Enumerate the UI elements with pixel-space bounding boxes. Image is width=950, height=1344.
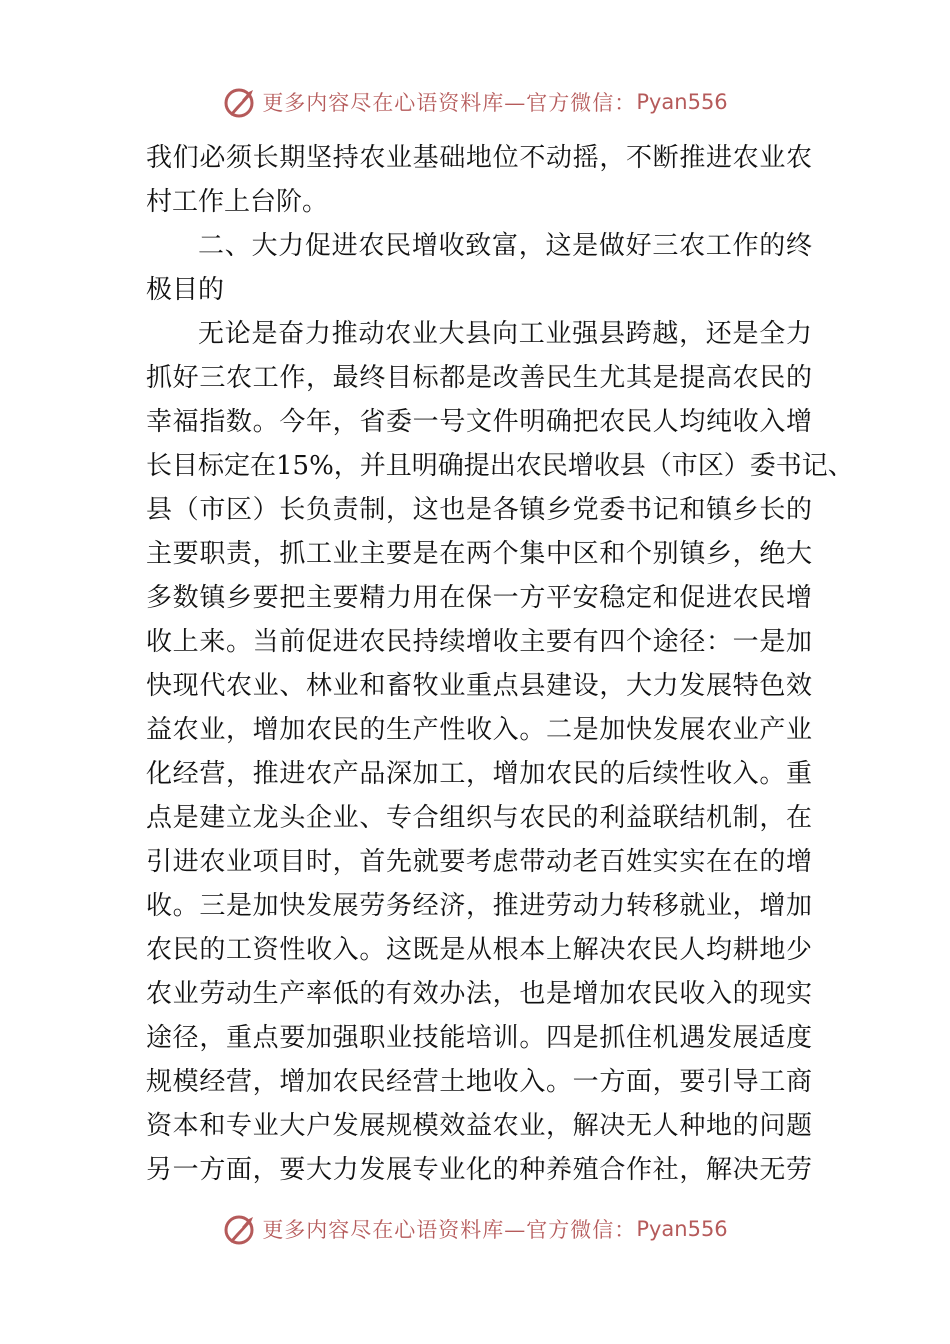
text-line: 另一方面，要大力发展专业化的种养殖合作社，解决无劳 [146,1155,812,1185]
text-line: 县（市区）长负责制，这也是各镇乡党委书记和镇乡长的 [146,495,812,525]
text-line: 无论是奋力推动农业大县向工业强县跨越，还是全力 [198,319,812,349]
text-line: 农业劳动生产率低的有效办法，也是增加农民收入的现实 [146,979,812,1009]
text-line: 益农业，增加农民的生产性收入。二是加快发展农业产业 [146,715,812,745]
text-line: 长目标定在15%，并且明确提出农民增收县（市区）委书记、 [146,451,854,481]
header-banner-text: 更多内容尽在心语资料库—官方微信： [262,91,637,115]
quill-pen-circle-icon [222,1211,258,1247]
header-wechat-id: Pyan556 [636,90,728,114]
text-line: 途径，重点要加强职业技能培训。四是抓住机遇发展适度 [146,1023,812,1053]
text-line: 规模经营，增加农民经营土地收入。一方面，要引导工商 [146,1067,812,1097]
text-line: 引进农业项目时，首先就要考虑带动老百姓实实在在的增 [146,847,812,877]
footer-banner-text: 更多内容尽在心语资料库—官方微信： [262,1218,637,1242]
text-line: 快现代农业、林业和畜牧业重点县建设，大力发展特色效 [146,671,812,701]
document-body [146,136,854,1192]
text-line: 抓好三农工作，最终目标都是改善民生尤其是提高农民的 [146,363,812,393]
footer-banner [0,1209,950,1249]
text-line: 多数镇乡要把主要精力用在保一方平安稳定和促进农民增 [146,583,812,613]
text-line: 资本和专业大户发展规模效益农业，解决无人种地的问题 [146,1111,812,1141]
footer-wechat-id: Pyan556 [636,1217,728,1241]
text-line: 极目的 [146,275,225,305]
text-line: 二、大力促进农民增收致富，这是做好三农工作的终 [198,231,812,261]
text-line: 收上来。当前促进农民持续增收主要有四个途径：一是加 [146,627,812,657]
text-line: 农民的工资性收入。这既是从根本上解决农民人均耕地少 [146,935,812,965]
text-line: 收。三是加快发展劳务经济，推进劳动力转移就业，增加 [146,891,812,921]
text-line: 化经营，推进农产品深加工，增加农民的后续性收入。重 [146,759,812,789]
header-banner [0,82,950,122]
text-line: 点是建立龙头企业、专合组织与农民的利益联结机制，在 [146,803,812,833]
text-line: 村工作上台阶。 [146,187,329,217]
text-line: 我们必须长期坚持农业基础地位不动摇，不断推进农业农 [146,143,812,173]
text-line: 主要职责，抓工业主要是在两个集中区和个别镇乡，绝大 [146,539,812,569]
text-line: 幸福指数。今年，省委一号文件明确把农民人均纯收入增 [146,407,812,437]
quill-pen-circle-icon [222,84,258,120]
